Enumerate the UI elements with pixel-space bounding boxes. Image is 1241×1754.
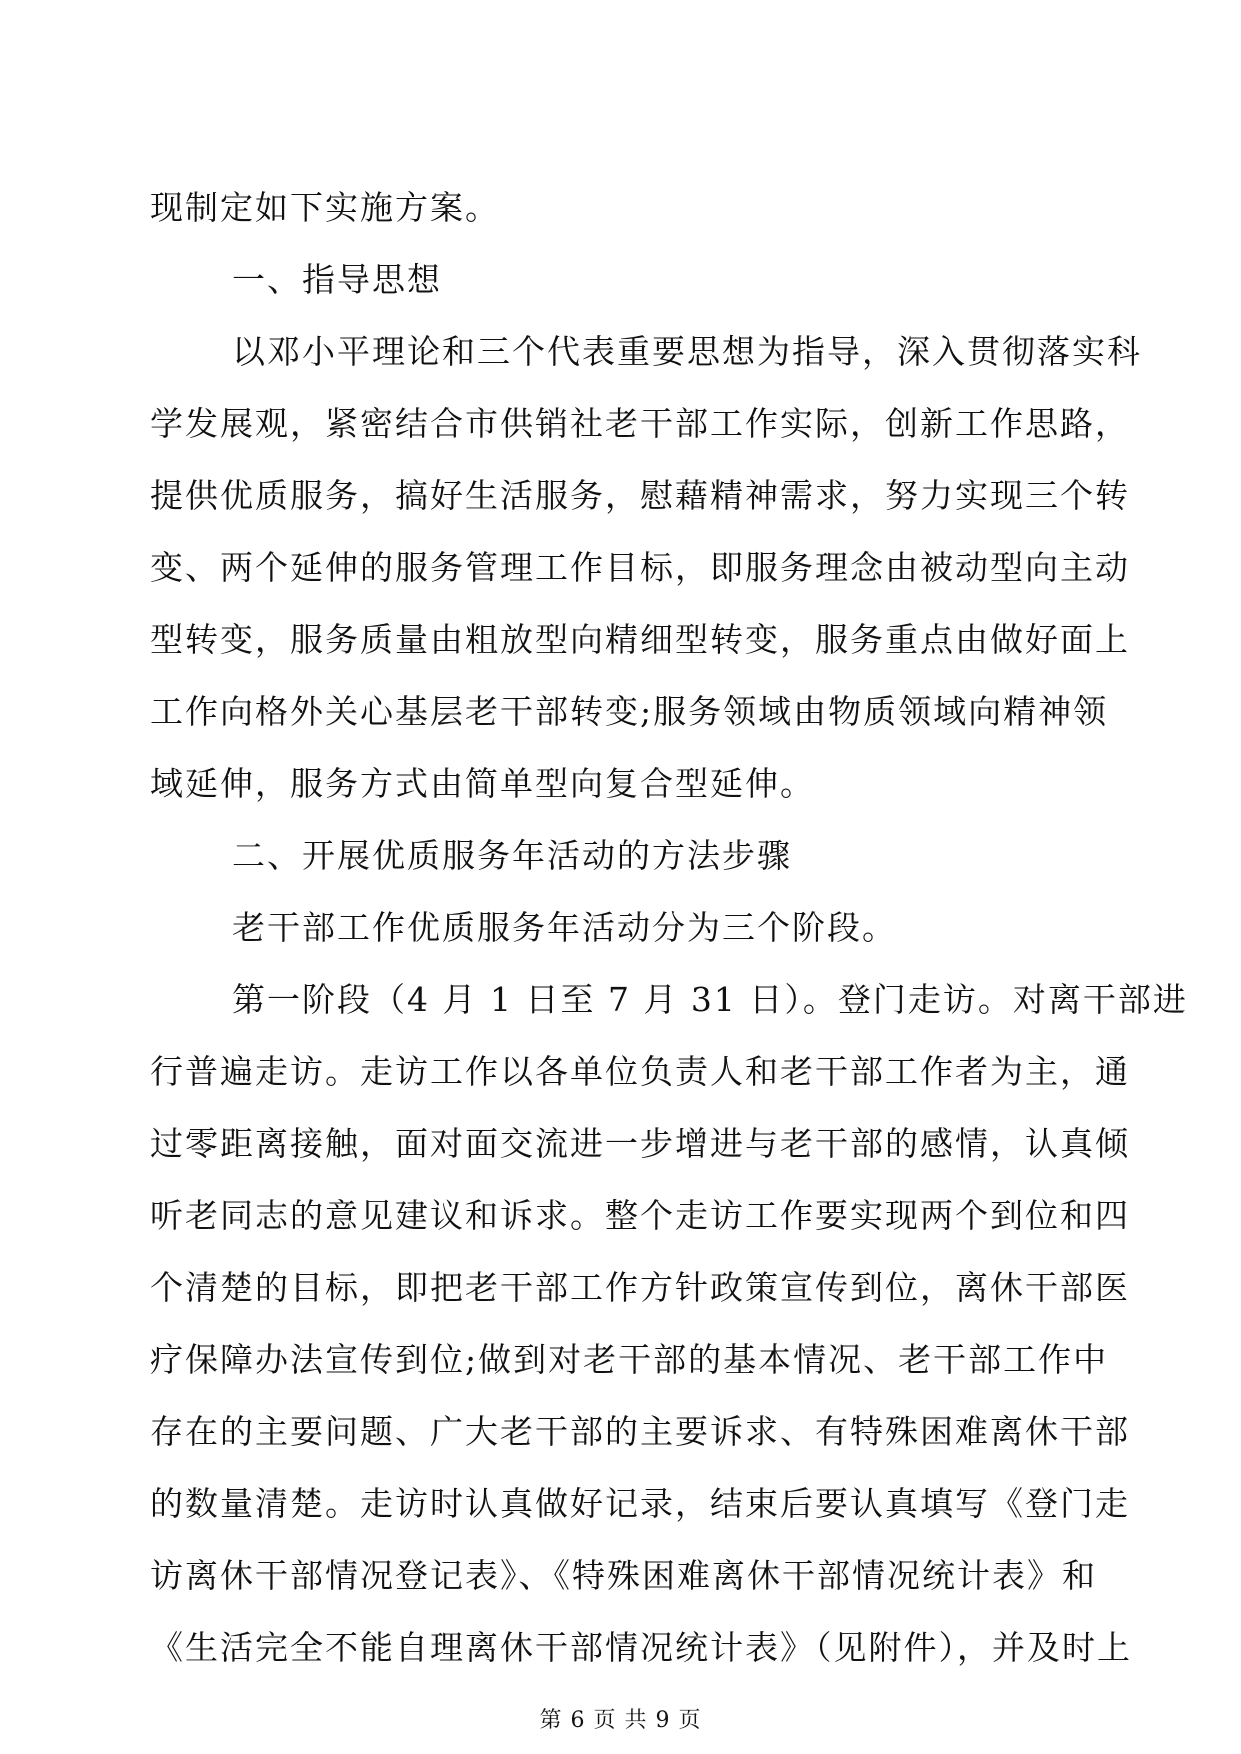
text-line: 疗保障办法宣传到位;做到对老干部的基本情况、老干部工作中 <box>150 1340 1109 1379</box>
text-line: 老干部工作优质服务年活动分为三个阶段。 <box>232 908 897 947</box>
text-line: 听老同志的意见建议和诉求。整个走访工作要实现两个到位和四 <box>150 1196 1130 1235</box>
text-line: 的数量清楚。走访时认真做好记录，结束后要认真填写《登门走 <box>150 1484 1130 1523</box>
text-line: 变、两个延伸的服务管理工作目标，即服务理念由被动型向主动 <box>150 548 1130 587</box>
text-line: 过零距离接触，面对面交流进一步增进与老干部的感情，认真倾 <box>150 1124 1130 1163</box>
text-line: 学发展观，紧密结合市供销社老干部工作实际，创新工作思路， <box>150 404 1130 443</box>
text-line: 第一阶段（4 月 1 日至 7 月 31 日）。登门走访。对离干部进 <box>232 980 1188 1019</box>
text-line: 型转变，服务质量由粗放型向精细型转变，服务重点由做好面上 <box>150 620 1130 659</box>
text-line: 个清楚的目标，即把老干部工作方针政策宣传到位，离休干部医 <box>150 1268 1130 1307</box>
text-line: 《生活完全不能自理离休干部情况统计表》（见附件），并及时上 <box>150 1628 1132 1667</box>
text-line: 现制定如下实施方案。 <box>150 188 500 227</box>
text-line: 行普遍走访。走访工作以各单位负责人和老干部工作者为主，通 <box>150 1052 1130 1091</box>
text-line: 以邓小平理论和三个代表重要思想为指导，深入贯彻落实科 <box>232 332 1142 371</box>
text-line: 工作向格外关心基层老干部转变;服务领域由物质领域向精神领 <box>150 692 1109 731</box>
page-number-footer: 第 6 页 共 9 页 <box>539 1708 702 1733</box>
text-line: 域延伸，服务方式由简单型向复合型延伸。 <box>150 764 815 803</box>
text-line: 提供优质服务，搞好生活服务，慰藉精神需求，努力实现三个转 <box>150 476 1130 515</box>
section-heading: 二、开展优质服务年活动的方法步骤 <box>232 836 792 875</box>
text-line: 访离休干部情况登记表》、《特殊困难离休干部情况统计表》和 <box>150 1556 1097 1595</box>
text-line: 存在的主要问题、广大老干部的主要诉求、有特殊困难离休干部 <box>150 1412 1130 1451</box>
section-heading: 一、指导思想 <box>232 260 442 299</box>
